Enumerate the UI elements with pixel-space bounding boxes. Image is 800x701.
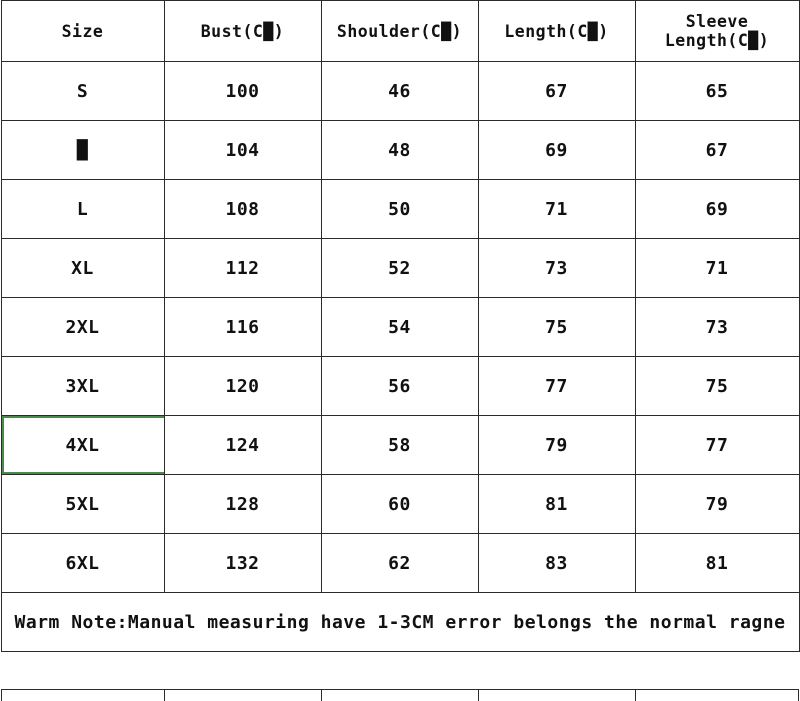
cell-sleeve: 79 [635,475,799,534]
cell-size: L [1,180,164,239]
cell-shoulder: 58 [321,416,478,475]
column-header-shoulder: Shoulder(C█) [321,1,478,62]
cell-shoulder: 62 [321,534,478,593]
cell-shoulder: 50 [321,180,478,239]
cell-bust: 100 [164,62,321,121]
cell-bust: 120 [164,357,321,416]
cell-bust: 124 [164,416,321,475]
cell-size: 5XL [1,475,164,534]
cell-size: 4XL [1,416,164,475]
table-row [1,121,799,180]
cell-bust: 128 [164,475,321,534]
table-row [1,239,799,298]
table-header-row [1,1,799,62]
cell-size: 3XL [1,357,164,416]
cell-sleeve: 71 [635,239,799,298]
column-header-sleeve-length: Sleeve Length(C█) [635,1,799,62]
cell-length: 79 [478,416,635,475]
cell-length: 69 [478,121,635,180]
cell-shoulder: 48 [321,121,478,180]
column-header-length: Length(C█) [478,1,635,62]
bottom-divider-1 [164,690,165,701]
cell-size: S [1,62,164,121]
warm-note-row [1,593,799,652]
cell-length: 67 [478,62,635,121]
cell-sleeve: 69 [635,180,799,239]
table-row [1,534,799,593]
table-row [1,357,799,416]
cell-length: 77 [478,357,635,416]
table-row-highlighted [1,416,799,475]
bottom-partial-row [1,689,799,701]
cell-length: 75 [478,298,635,357]
cell-shoulder: 52 [321,239,478,298]
cell-sleeve: 67 [635,121,799,180]
bottom-divider-3 [478,690,479,701]
cell-bust: 112 [164,239,321,298]
size-chart-table [1,0,800,652]
cell-shoulder: 56 [321,357,478,416]
table-row [1,298,799,357]
cell-length: 71 [478,180,635,239]
table-body [1,62,799,652]
cell-sleeve: 77 [635,416,799,475]
column-header-size: Size [1,1,164,62]
table-row [1,180,799,239]
cell-length: 81 [478,475,635,534]
cell-size: 2XL [1,298,164,357]
warm-note-text: Warm Note:Manual measuring have 1-3CM error belongs the normal ragne [1,593,799,652]
table-row [1,475,799,534]
cell-size: █ [1,121,164,180]
cell-sleeve: 81 [635,534,799,593]
cell-bust: 108 [164,180,321,239]
bottom-divider-2 [321,690,322,701]
cell-bust: 116 [164,298,321,357]
cell-bust: 132 [164,534,321,593]
cell-shoulder: 54 [321,298,478,357]
column-header-bust: Bust(C█) [164,1,321,62]
table-header [1,1,799,62]
cell-length: 83 [478,534,635,593]
cell-sleeve: 73 [635,298,799,357]
cell-sleeve: 65 [635,62,799,121]
bottom-divider-4 [635,690,636,701]
cell-shoulder: 46 [321,62,478,121]
cell-size: XL [1,239,164,298]
cell-shoulder: 60 [321,475,478,534]
cell-bust: 104 [164,121,321,180]
table-row [1,62,799,121]
cell-size: 6XL [1,534,164,593]
cell-sleeve: 75 [635,357,799,416]
cell-length: 73 [478,239,635,298]
